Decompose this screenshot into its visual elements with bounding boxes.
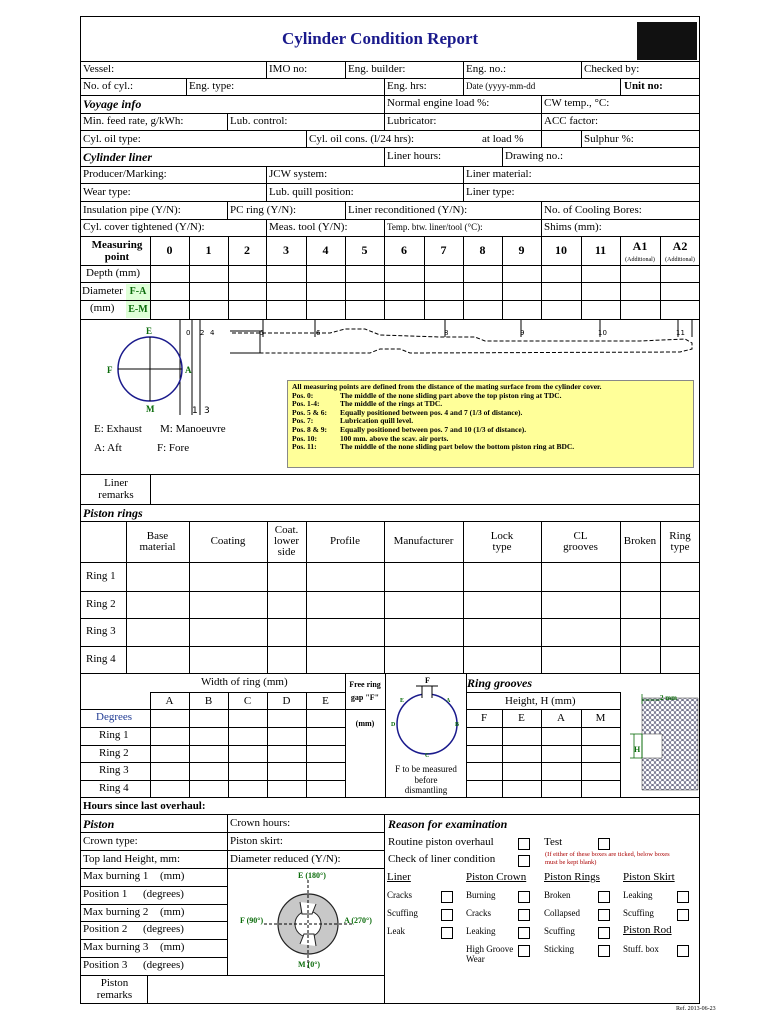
compass-m: M [146, 404, 155, 414]
measure-point-5: 5 [361, 243, 368, 257]
reason-crown-header: Piston Crown [466, 871, 527, 883]
legend-manoeuvre: M: Manoeuvre [160, 423, 226, 435]
groove-col-A: A [557, 712, 565, 724]
reason-checkbox[interactable] [518, 945, 530, 957]
ring-row-label: Ring 3 [86, 625, 116, 637]
info-key: Pos. 1-4: [292, 399, 320, 409]
jcw-label: JCW system: [269, 168, 328, 180]
lubctrl-label: Lub. control: [230, 115, 288, 127]
reason-item: Scuffing [387, 908, 418, 918]
linerhours-label: Liner hours: [387, 150, 442, 162]
reason-checkbox[interactable] [598, 891, 610, 903]
logo [637, 22, 697, 60]
reason-liner-header: Liner [387, 871, 411, 883]
burn-label: Max burning 3 [83, 941, 149, 953]
measure-point-8: 8 [479, 243, 486, 257]
piston-rings-title: Piston rings [83, 506, 143, 520]
feed-label: Min. feed rate, g/kWh: [83, 115, 184, 127]
liner-title: Cylinder liner [83, 150, 153, 164]
info-value: The middle of the none sliding part below the bottom piston ring at BDC. [340, 442, 575, 452]
routine-label: Routine piston overhaul [388, 836, 494, 848]
profile-tick-0: 0 [186, 329, 191, 337]
burn-label: Position 3 [83, 959, 128, 971]
linertype-label: Liner type: [466, 186, 515, 198]
diameter-mm-label: (mm) [90, 302, 115, 314]
gap-point-A: A [446, 698, 451, 704]
engno-label: Eng. no.: [466, 63, 507, 75]
info-value: The middle of the rings at TDC. [340, 399, 443, 409]
width-col-D: D [282, 695, 291, 707]
ring-col-header: Coat. lower side [273, 524, 300, 558]
ring-col-header: Base material [139, 529, 176, 553]
width-row-label: Ring 2 [99, 747, 129, 759]
recond-label: Liner reconditioned (Y/N): [348, 204, 468, 216]
reason-item: Broken [544, 890, 571, 900]
reason-item: High Groove [466, 944, 514, 954]
info-key: Pos. 10: [292, 433, 317, 443]
burn-label: Max burning 1 [83, 870, 149, 882]
ring-col-header: Broken [623, 535, 657, 547]
cyl-label: No. of cyl.: [83, 80, 134, 92]
reason-item: Burning [466, 890, 496, 900]
reason-checkbox[interactable] [518, 909, 530, 921]
gap-point-B: B [455, 722, 460, 728]
voyage-title: Voyage info [83, 97, 142, 111]
measure-point-A2: A2 [672, 239, 688, 253]
measure-point-0: 0 [166, 243, 173, 257]
ring-col-header: Coating [210, 535, 246, 547]
profile-tick-9: 9 [520, 329, 525, 337]
groove-col-M: M [595, 712, 606, 724]
burn-label: Position 1 [83, 888, 128, 900]
profile-tick-10: 10 [598, 329, 607, 337]
measure-point-11: 11 [594, 243, 607, 257]
load-label: Normal engine load %: [387, 97, 490, 109]
date-label: Date (yyyy-mm-dd [466, 81, 536, 91]
measure-point-6: 6 [401, 243, 407, 257]
burn-label: Max burning 2 [83, 906, 149, 918]
reason-rings-header: Piston Rings [544, 871, 600, 883]
builder-label: Eng. builder: [348, 63, 406, 75]
reason-checkbox[interactable] [598, 909, 610, 921]
burn-unit: (degrees) [143, 923, 184, 935]
width-row-label: Ring 1 [99, 729, 129, 741]
bores-label: No. of Cooling Bores: [544, 204, 642, 216]
info-value: The middle of the none sliding part above the top piston ring at TDC. [340, 390, 562, 400]
free-ring-gap-label: Free ring gap "F" (mm) [349, 680, 381, 728]
ring-col-header: Manufacturer [393, 535, 454, 547]
sulphur-label: Sulphur %: [584, 133, 634, 145]
burn-unit: (degrees) [143, 888, 184, 900]
imo-label: IMO no: [269, 63, 308, 75]
piston-crown-diagram [262, 878, 354, 970]
reason-checkbox[interactable] [598, 927, 610, 939]
measure-point-2: 2 [244, 243, 250, 257]
width-col-C: C [243, 695, 252, 707]
burn-unit: (mm) [160, 906, 185, 918]
cw-label: CW temp., °C: [544, 97, 610, 109]
width-col-E: E [322, 695, 329, 707]
groove-col-F: F [480, 712, 488, 724]
burn-label: Position 2 [83, 923, 128, 935]
vessel-label: Vessel: [83, 63, 115, 75]
material-label: Liner material: [466, 168, 532, 180]
oiltype-label: Cyl. oil type: [83, 133, 141, 145]
groove-h-label: H [634, 745, 641, 754]
test-checkbox[interactable] [598, 838, 610, 850]
groove-col-E: E [518, 712, 525, 724]
gap-point-C: C [425, 753, 430, 759]
unitno-label: Unit no: [624, 80, 663, 92]
reason-item: Cracks [387, 890, 412, 900]
measure-point-9: 9 [518, 243, 525, 257]
burn-unit: (degrees) [143, 959, 184, 971]
reason-rod-header: Piston Rod [623, 924, 672, 936]
test-label: Test [544, 836, 563, 848]
info-row [292, 443, 689, 452]
atload-label: at load % [482, 133, 524, 145]
reason-checkbox[interactable] [518, 891, 530, 903]
ring-gap-diagram [388, 676, 466, 764]
additional-note: (Additional) [665, 257, 695, 263]
measure-point-4: 4 [322, 243, 329, 257]
temp-label: Temp. btw. liner/tool (°C): [387, 222, 483, 232]
reason-skirt-header: Piston Skirt [623, 871, 675, 883]
reason-item: Leaking [623, 890, 653, 900]
checked-label: Checked by: [584, 63, 640, 75]
quill-label: Lub. quill position: [269, 186, 354, 198]
profile-tick-4: 4 [210, 329, 215, 337]
em-label: E-M [126, 301, 150, 318]
profile-below-3: 3 [204, 406, 210, 416]
info-value: Equally positioned between pos. 4 and 7 (1/3 of distance). [340, 407, 523, 417]
insulation-label: Insulation pipe (Y/N): [83, 204, 181, 216]
groove-2mm-label: 2 mm [660, 694, 677, 702]
reason-item: Collapsed [544, 908, 580, 918]
profile-tick-5: 5 [260, 329, 265, 337]
liner-compass-diagram [100, 323, 210, 418]
info-key: Pos. 11: [292, 442, 317, 452]
measuring-points-info [287, 380, 694, 468]
groove-height-label: Height, H (mm) [505, 695, 576, 707]
shims-label: Shims (mm): [544, 221, 602, 233]
fa-label: F-A [126, 284, 150, 300]
check-liner-checkbox[interactable] [518, 855, 530, 867]
reason-item: Leak [387, 926, 405, 936]
profile-tick-6: 6 [316, 329, 321, 337]
diameter-label: Diameter [82, 285, 123, 297]
gap-point-D: D [391, 722, 396, 728]
ring-grooves-title: Ring grooves [467, 676, 533, 690]
measuring-label: Measuring point [91, 239, 143, 263]
liner-remarks-label: Liner remarks [98, 477, 134, 501]
info-key: Pos. 5 & 6: [292, 407, 327, 417]
profile-below-1: 1 [192, 406, 198, 416]
crown-type: Crown type: [83, 835, 138, 847]
legend-fore: F: Fore [157, 442, 190, 454]
reason-checkbox[interactable] [518, 927, 530, 939]
piston-f-label: F (90°) [240, 916, 264, 925]
width-col-B: B [204, 695, 213, 707]
pcring-label: PC ring (Y/N): [230, 204, 296, 216]
measure-point-A1: A1 [632, 239, 648, 253]
routine-checkbox[interactable] [518, 838, 530, 850]
diam-reduced: Diameter reduced (Y/N): [230, 853, 341, 865]
reason-item: Cracks [466, 908, 491, 918]
footer-ref: Ref. 2013-06-23 [676, 1006, 716, 1012]
cover-label: Cyl. cover tightened (Y/N): [83, 221, 205, 233]
reason-checkbox[interactable] [441, 909, 453, 921]
reason-checkbox[interactable] [598, 945, 610, 957]
gap-point-E: E [400, 698, 405, 704]
width-row-label: Ring 4 [99, 782, 129, 794]
measure-point-10: 10 [555, 243, 567, 257]
width-title: Width of ring (mm) [201, 676, 288, 688]
reason-item: Leaking [466, 926, 496, 936]
drawing-label: Drawing no.: [505, 150, 564, 162]
reason-item: Wear [466, 954, 485, 964]
burn-unit: (mm) [160, 941, 185, 953]
depth-label: Depth (mm) [86, 267, 141, 279]
compass-e: E [146, 326, 153, 336]
width-row-label: Ring 3 [99, 764, 129, 776]
reason-item: Scuffing [544, 926, 575, 936]
profile-tick-11: 11 [676, 329, 685, 337]
reason-note: (If either of these boxes are ticked, below boxes must be kept blank) [545, 851, 670, 866]
check-liner-label: Check of liner condition [388, 853, 496, 865]
reason-item: Scuffing [623, 908, 654, 918]
reason-item: Stuff. box [623, 944, 659, 954]
reason-checkbox[interactable] [441, 927, 453, 939]
compass-f: F [107, 365, 113, 375]
gap-f-label: F [425, 676, 430, 685]
enghrs-label: Eng. hrs: [387, 80, 427, 92]
reason-checkbox[interactable] [677, 891, 689, 903]
burn-unit: (mm) [160, 870, 185, 882]
ring-col-header: Ring type [669, 529, 691, 553]
measure-point-1: 1 [205, 243, 212, 257]
piston-e-label: E (180°) [298, 871, 326, 880]
ring-col-header: Lock type [490, 529, 514, 553]
profile-tick-2: 2 [200, 329, 205, 337]
ring-row-label: Ring 2 [86, 597, 116, 610]
ring-row-label: Ring 1 [86, 569, 116, 582]
reason-checkbox[interactable] [441, 891, 453, 903]
meastool-label: Meas. tool (Y/N): [269, 221, 348, 233]
ring-col-header: Profile [330, 535, 360, 547]
reason-checkbox[interactable] [677, 909, 689, 921]
topland: Top land Height, mm: [83, 853, 180, 865]
reason-checkbox[interactable] [677, 945, 689, 957]
info-intro: All measuring points are defined from the distance of the mating surface from the cylinder cover. [292, 382, 602, 391]
page-title: Cylinder Condition Report [282, 29, 479, 48]
ring-row-label: Ring 4 [86, 652, 116, 665]
reason-item: Sticking [544, 944, 575, 954]
measure-point-7: 7 [440, 243, 447, 257]
measure-point-3: 3 [283, 243, 289, 257]
compass-a: A [185, 365, 192, 375]
piston-skirt: Piston skirt: [230, 835, 283, 847]
ring-col-header: CL grooves [563, 529, 598, 553]
groove-diagram [620, 690, 700, 795]
piston-remarks-label: Piston remarks [96, 977, 133, 1001]
legend-aft: A: Aft [94, 442, 122, 454]
producer-label: Producer/Marking: [83, 168, 167, 180]
info-value: 100 mm. above the scav. air ports. [340, 433, 449, 443]
gap-note: F to be measured before dismantling [395, 764, 457, 795]
legend-exhaust: E: Exhaust [94, 423, 142, 435]
degrees-label: Degrees [96, 711, 133, 723]
info-key: Pos. 0: [292, 390, 314, 400]
piston-a-label: A (270°) [344, 916, 372, 925]
hours-since-overhaul: Hours since last overhaul: [83, 800, 206, 812]
additional-note: (Additional) [625, 257, 655, 263]
piston-title: Piston [83, 817, 115, 831]
lubricator-label: Lubricator: [387, 115, 437, 127]
profile-tick-8: 8 [444, 329, 449, 337]
info-key: Pos. 7: [292, 416, 314, 426]
info-value: Equally positioned between pos. 7 and 10 (1/3 of distance). [340, 424, 527, 434]
info-value: Lubrication quill level. [340, 416, 414, 426]
width-col-A: A [165, 695, 174, 707]
oilcons-label: Cyl. oil cons. (l/24 hrs): [309, 133, 415, 145]
piston-m-label: M (0°) [298, 960, 321, 969]
reason-title: Reason for examination [388, 817, 508, 831]
engtype-label: Eng. type: [189, 80, 235, 92]
wear-label: Wear type: [83, 186, 131, 198]
crown-hours: Crown hours: [230, 817, 291, 829]
info-key: Pos. 8 & 9: [292, 424, 327, 434]
acc-label: ACC factor: [544, 115, 599, 127]
